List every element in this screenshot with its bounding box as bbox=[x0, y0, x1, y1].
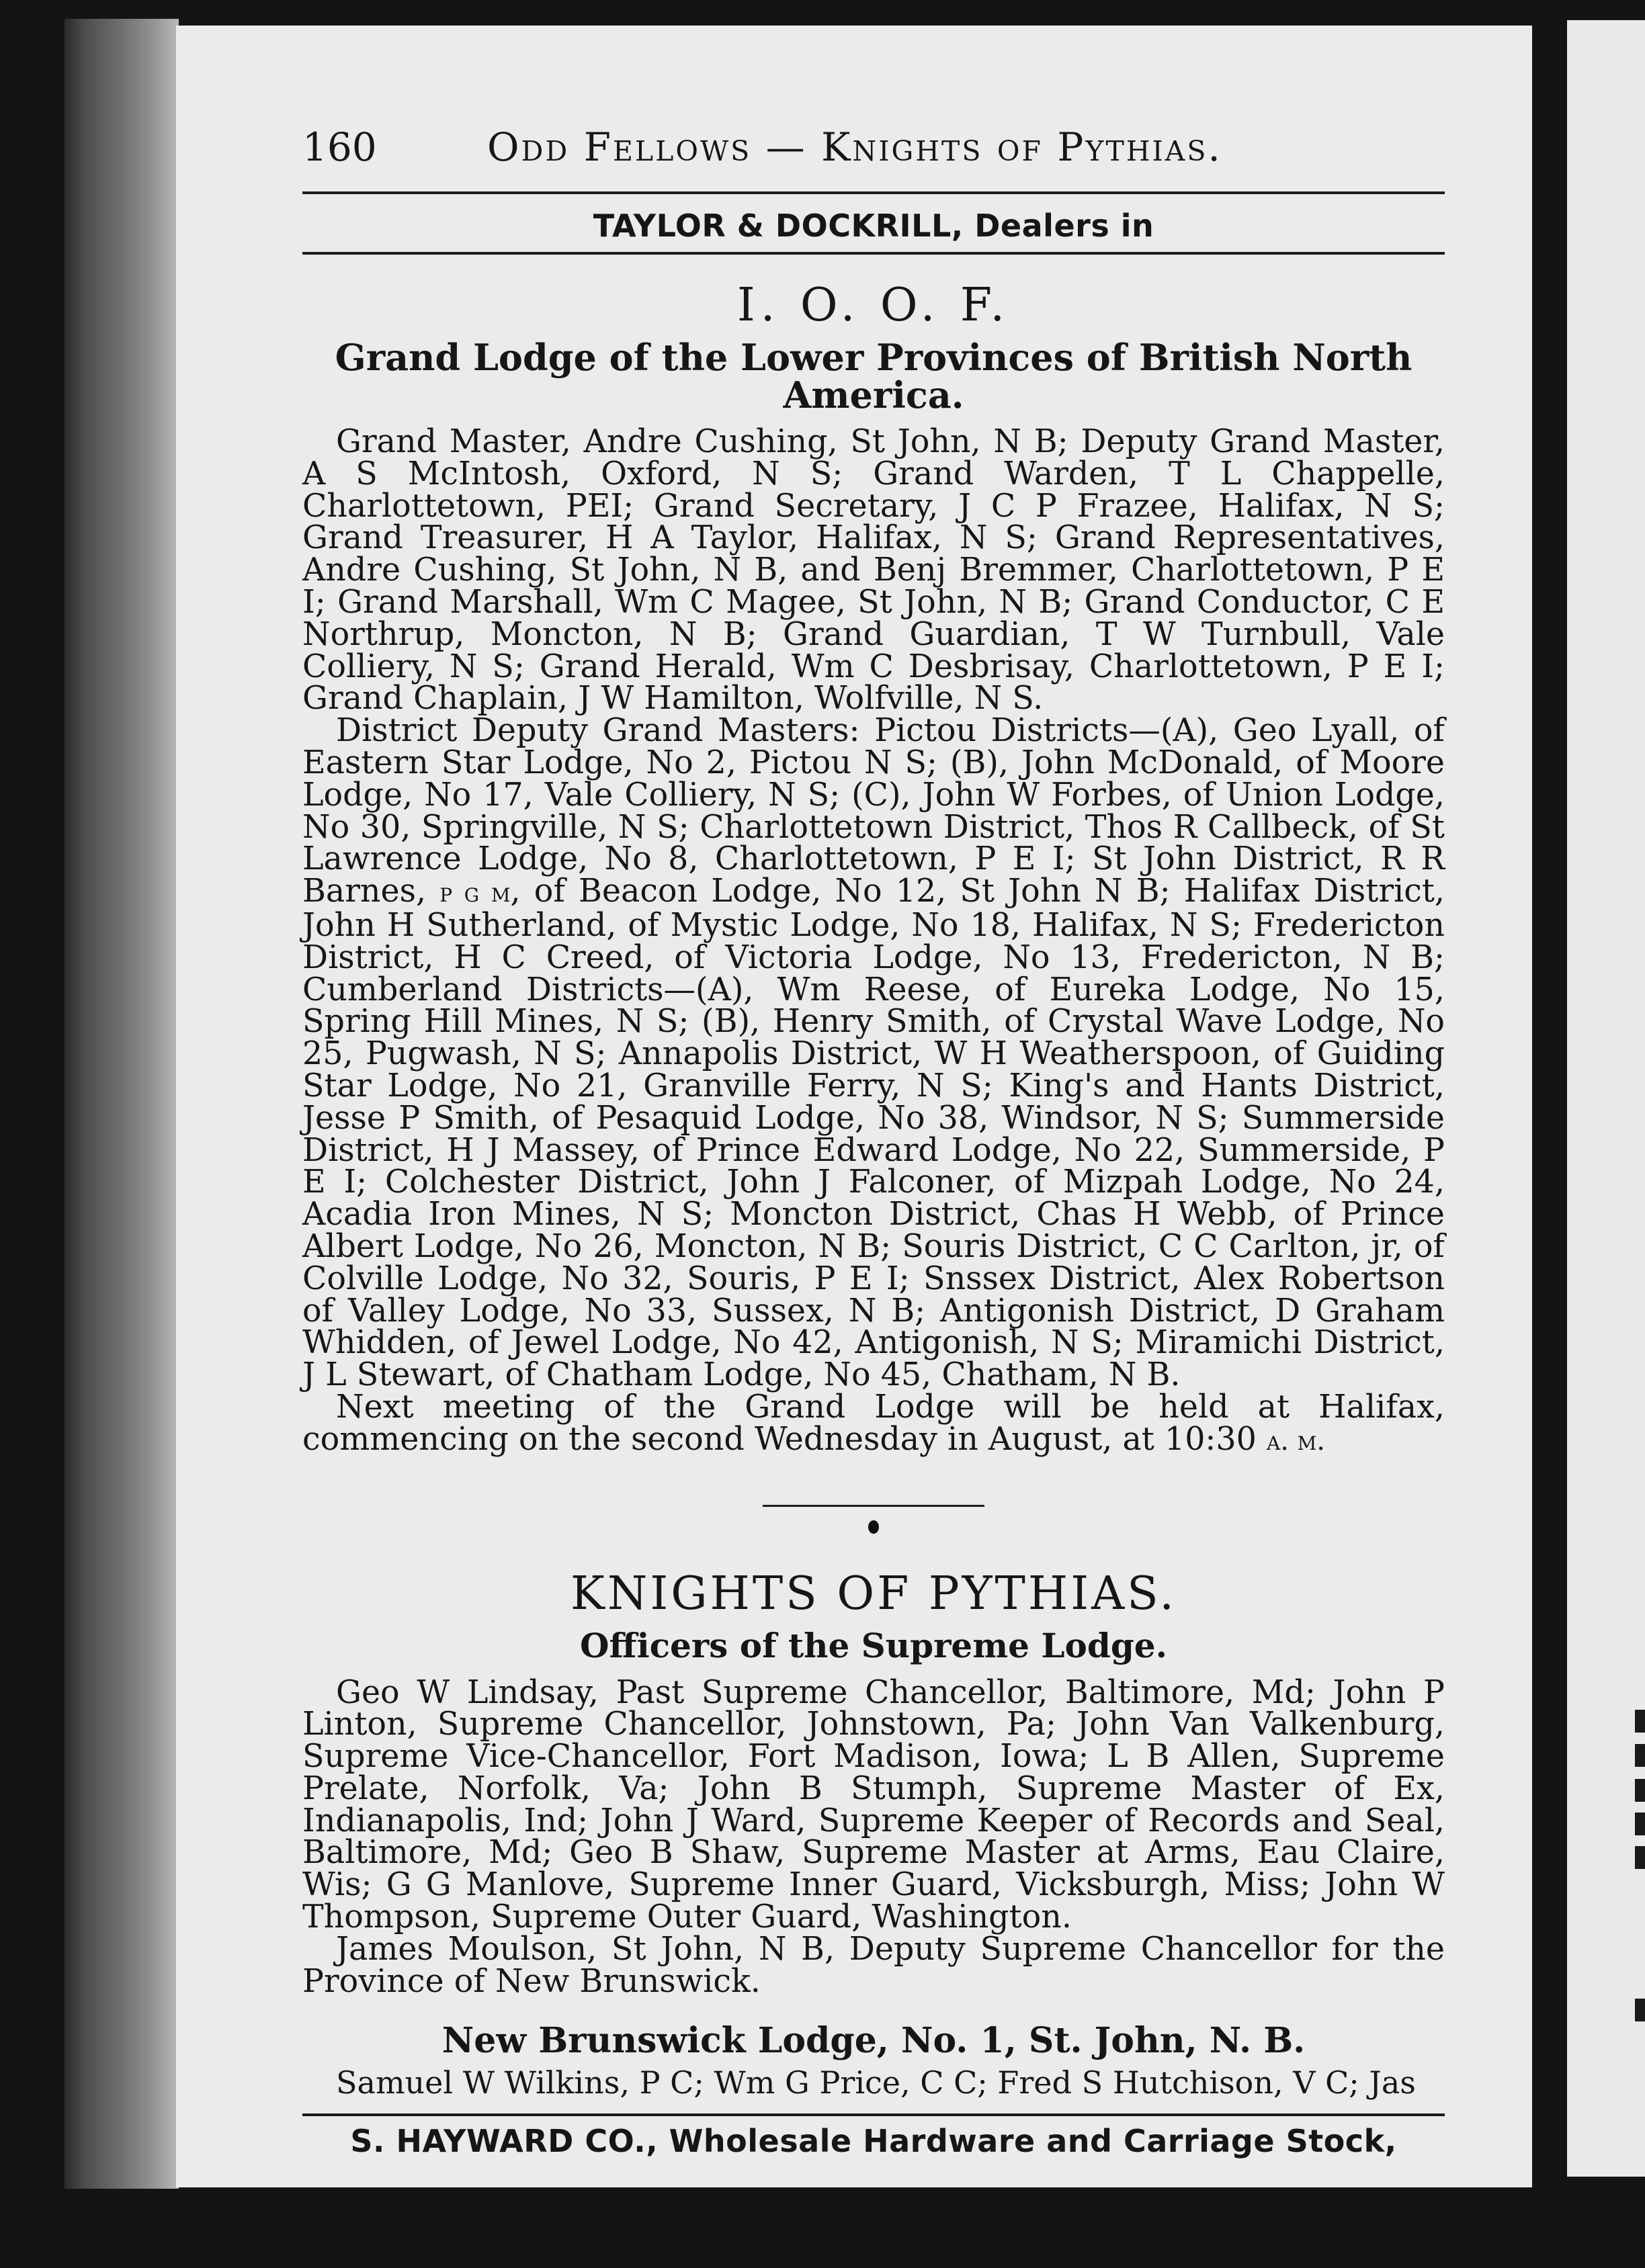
ioof-subtitle: Grand Lodge of the Lower Provinces of British North America. bbox=[335, 336, 1412, 417]
header-rule bbox=[302, 191, 1445, 194]
facing-page-edge bbox=[1567, 20, 1645, 2177]
meeting-time-suffix: a. m. bbox=[1266, 1425, 1326, 1456]
page-number: 160 bbox=[302, 124, 377, 170]
section-divider bbox=[763, 1505, 984, 1507]
pgm-abbrev: p g m bbox=[439, 877, 511, 909]
facing-page-glyph bbox=[1635, 1813, 1645, 1835]
facing-page-glyph bbox=[1635, 1744, 1645, 1767]
deputy-chancellor-paragraph: James Moulson, St John, N B, Deputy Supreme Chancellor for the Province of New Brunswick. bbox=[302, 1930, 1445, 2000]
advert-rule bbox=[302, 252, 1445, 255]
divider-ornament bbox=[868, 1520, 879, 1534]
facing-page-glyph bbox=[1635, 1779, 1645, 1802]
facing-page-glyph bbox=[1635, 1999, 1645, 2021]
advert-bottom: S. HAYWARD CO., Wholesale Hardware and Carriage Stock, bbox=[350, 2123, 1397, 2160]
facing-page-glyph bbox=[1635, 1710, 1645, 1733]
knights-subtitle: Officers of the Supreme Lodge. bbox=[579, 1625, 1168, 1665]
meeting-text: Next meeting of the Grand Lodge will be held at Halifax, commencing on the second Wednesday in August, at 10:30 bbox=[302, 1388, 1445, 1458]
meeting-paragraph bbox=[302, 1388, 1445, 1458]
facing-page-glyph bbox=[1635, 1846, 1645, 1869]
district-deputies-text: District Deputy Grand Masters: Pictou Districts—(A), Geo Lyall, of Eastern Star Lodge, No 2, Pictou N S; (B), John McDonald, of Moore Lodge, No 17, Vale Colliery, N S; (C), John W Forbes, of Union Lodge, No 30, Springville, N S; Charlottetown District, Thos R Callbeck, of St Lawrence Lodge, No 8, Charlottetown, P E I; St John District, R R Barnes, bbox=[302, 712, 1445, 910]
running-title: Odd Fellows — Knights of Pythias. bbox=[487, 124, 1222, 170]
district-deputies-text-cont: , of Beacon Lodge, No 12, St John N B; Halifax District, John H Sutherland, of Mystic Lodge, No 18, Halifax, N S; Fredericton District, H C Creed, of Victoria Lodge, No 13, Fredericton, N B; Cumberland Districts—(A), Wm Reese, of Eureka Lodge, No 15, Spring Hill Mines, N S; (B), Henry Smith, of Crystal Wave Lodge, No 25, Pugwash, N S; Annapolis District, W H Weatherspoon, of Guiding Star Lodge, No 21, Granville Ferry, N S; King's and Hants District, Jesse P Smith, of Pesaquid Lodge, No 38, Windsor, N S; Summerside District, H J Massey, of Prince Edward Lodge, No 22, Summerside, P E I; Colchester District, John J Falconer, of Mizpah Lodge, No 24, Acadia Iron Mines, N S; Moncton District, Chas H Webb, of Prince Albert Lodge, No 26, Moncton, N B; Souris District, C C Carlton, jr, of Colville Lodge, No 32, Souris, P E I; Snssex District, Alex Robertson of Valley Lodge, No 33, Sussex, N B; Antigonish District, D Graham Whidden, of Jewel Lodge, No 42, Antigonish, N S; Miramichi District, J L Stewart, of Chatham Lodge, No 45, Chatham, N B. bbox=[302, 873, 1445, 1394]
page-content bbox=[302, 118, 1445, 2167]
ioof-title: I. O. O. F. bbox=[736, 279, 1011, 332]
knights-title: KNIGHTS OF PYTHIAS. bbox=[571, 1567, 1177, 1620]
lodge-heading: New Brunswick Lodge, No. 1, St. John, N. B. bbox=[441, 2020, 1306, 2062]
running-head bbox=[302, 118, 1445, 191]
advert-top: TAYLOR & DOCKRILL, Dealers in bbox=[593, 208, 1154, 244]
knights-officers-paragraph: Geo W Lindsay, Past Supreme Chancellor, Baltimore, Md; John P Linton, Supreme Chancellor, Johnstown, Pa; John Van Valkenburg, Supreme Vice-Chancellor, Fort Madison, Iowa; L B Allen, Supreme Prelate, Norfolk, Va; John B Stumph, Supreme Master of Ex, Indianapolis, Ind; John J Ward, Supreme Keeper of Records and Seal, Baltimore, Md; Geo B Shaw, Supreme Master at Arms, Eau Claire, Wis; G G Manlove, Supreme Inner Guard, Vicksburgh, Miss; John W Thompson, Supreme Outer Guard, Washington. bbox=[302, 1673, 1445, 1936]
lodge-officers-line: Samuel W Wilkins, P C; Wm G Price, C C; Fred S Hutchison, V C; Jas bbox=[336, 2064, 1416, 2101]
book-page-edge bbox=[65, 19, 179, 2189]
ioof-officers-paragraph: Grand Master, Andre Cushing, St John, N B; Deputy Grand Master, A S McIntosh, Oxford, N S; Grand Warden, T L Chappelle, Charlottetown, PEI; Grand Secretary, J C P Frazee, Halifax, N S; Grand Treasurer, H A Taylor, Halifax, N S; Grand Representatives, Andre Cushing, St John, N B, and Benj Bremmer, Charlottetown, P E I; Grand Marshall, Wm C Magee, St John, N B; Grand Conductor, C E Northrup, Moncton, N B; Grand Guardian, T W Turnbull, Vale Colliery, N S; Grand Herald, Wm C Desbrisay, Charlottetown, P E I; Grand Chaplain, J W Hamilton, Wolfville, N S. bbox=[302, 423, 1445, 717]
district-deputies-paragraph bbox=[302, 712, 1445, 1394]
